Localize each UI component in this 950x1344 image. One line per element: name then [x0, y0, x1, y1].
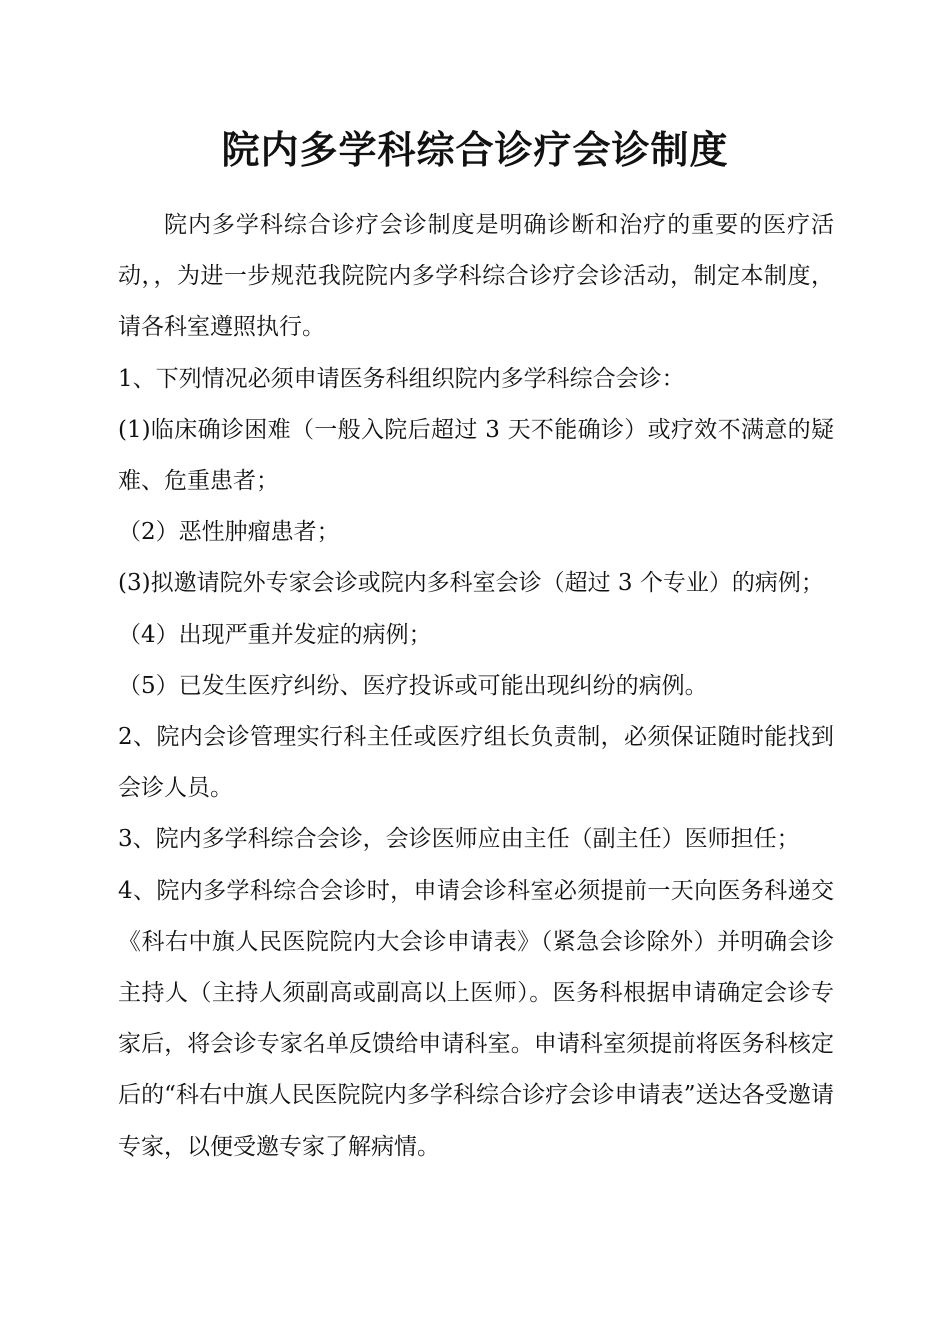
list-item-1: (1)临床确诊困难（一般入院后超过 3 天不能确诊）或疗效不满意的疑难、危重患者；: [118, 416, 834, 495]
list-item-4: （4）出现严重并发症的病例；: [118, 621, 432, 648]
section-2-paragraph: 2、院内会诊管理实行科主任或医疗组长负责制，必须保证随时能找到会诊人员。: [118, 724, 834, 802]
intro-paragraph: 院内多学科综合诊疗会诊制度是明确诊断和治疗的重要的医疗活动，，为进一步规范我院院内多学科综合诊疗会诊活动，制定本制度，请各科室遵照执行。: [118, 212, 834, 341]
list-item-2: （2）恶性肿瘤患者；: [118, 519, 340, 546]
list-item-3: (3)拟邀请院外专家会诊或院内多科室会诊（超过 3 个专业）的病例；: [118, 570, 824, 597]
section-4-paragraph: 4、院内多学科综合会诊时，申请会诊科室必须提前一天向医务科递交《科右中旗人民医院院内大会诊申请表》（紧急会诊除外）并明确会诊主持人（主持人须副高或副高以上医师）。医务科根据申请确定会诊专家后，将会诊专家名单反馈给申请科室。申请科室须提前将医务科核定后的“科右中旗人民医院院内多学科综合诊疗会诊申请表”送达各受邀请专家，以便受邀专家了解病情。: [118, 877, 834, 1160]
document-body: [118, 200, 834, 1173]
list-item-5: （5）已发生医疗纠纷、医疗投诉或可能出现纠纷的病例。: [118, 672, 708, 699]
section-3-paragraph: 3、院内多学科综合会诊，会诊医师应由主任（副主任）医师担任；: [118, 826, 800, 853]
document-title: 院内多学科综合诊疗会诊制度: [221, 128, 729, 172]
section-1-heading: 1、下列情况必须申请医务科组织院内多学科综合会诊：: [118, 365, 685, 392]
